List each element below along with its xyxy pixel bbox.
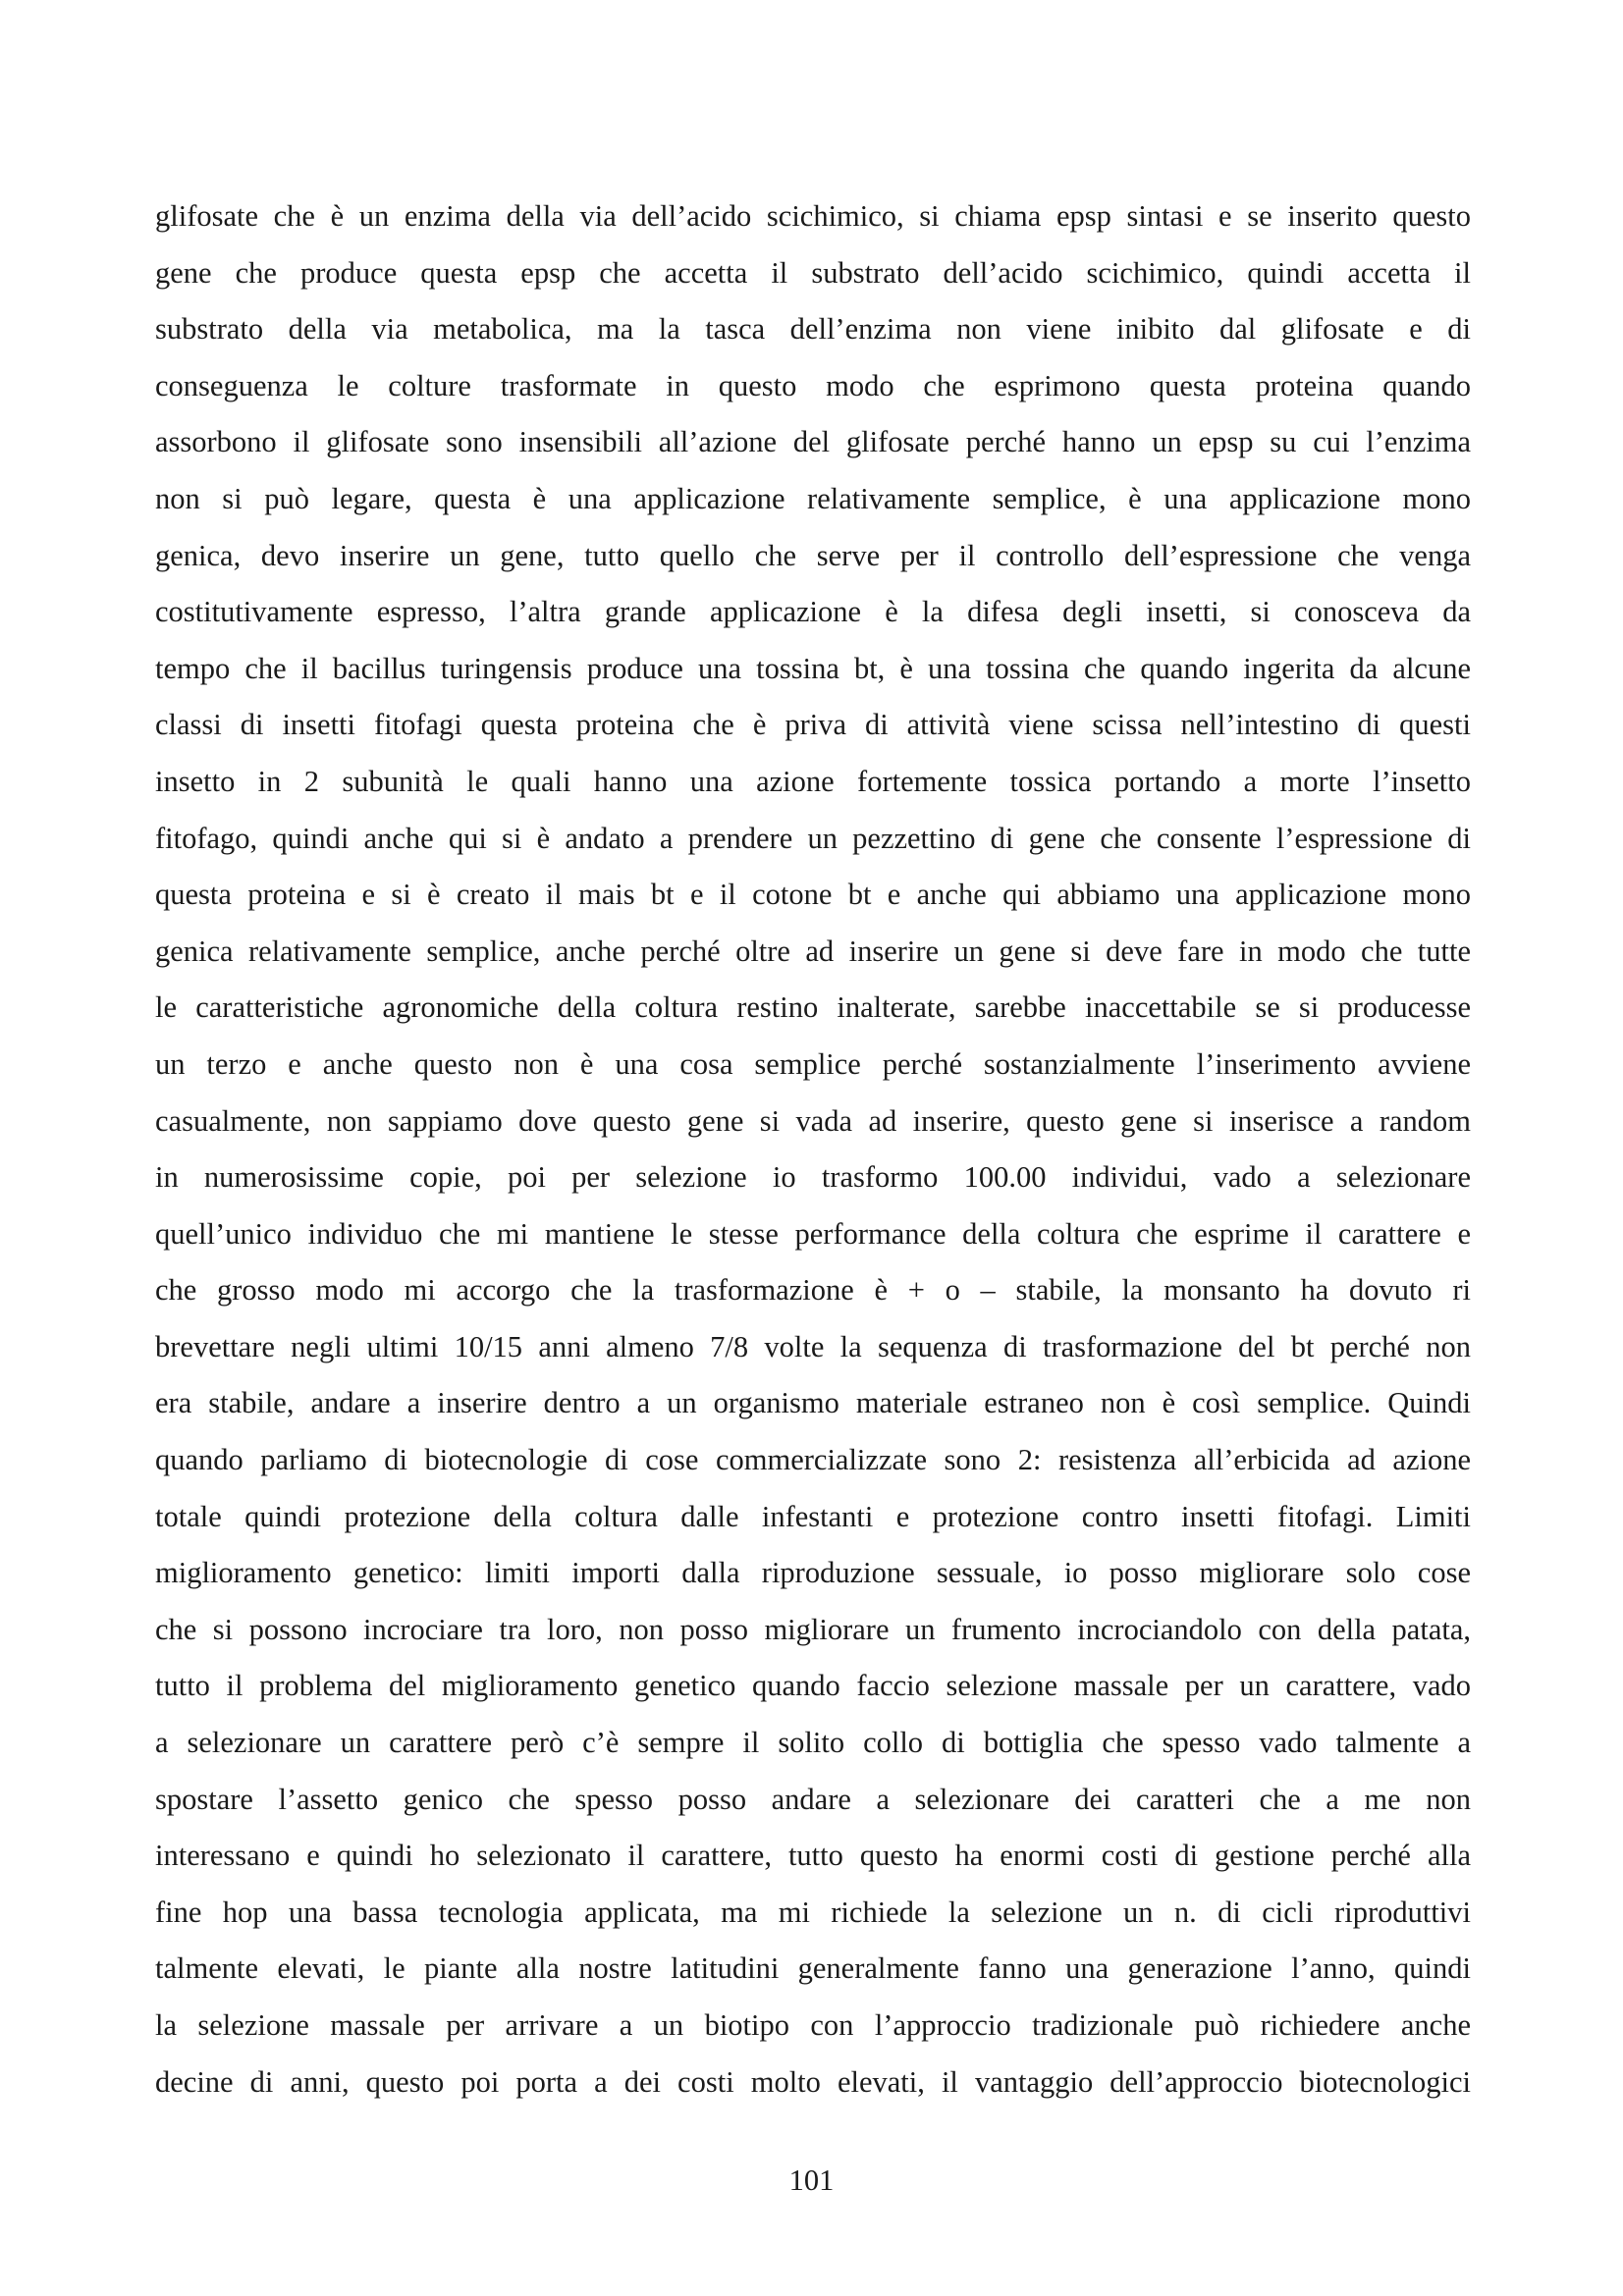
text-line: casualmente, non sappiamo dove questo gene si vada ad inserire, questo gene si inserisce a random [155,1103,1471,1138]
text-line: glifosate che è un enzima della via dell’acido scichimico, si chiama epsp sintasi e se inserito questo [155,199,1471,233]
text-line: questa proteina e si è creato il mais bt e il cotone bt e anche qui abbiamo una applicazione mono [155,878,1471,912]
text-line: miglioramento genetico: limiti importi dalla riproduzione sessuale, io posso migliorare solo cose [155,1556,1471,1590]
text-line: classi di insetti fitofagi questa proteina che è priva di attività viene scissa nell’intestino di questi [155,708,1471,742]
text-line: che grosso modo mi accorgo che la trasformazione è + o – stabile, la monsanto ha dovuto ri [155,1273,1471,1308]
text-line: costitutivamente espresso, l’altra grande applicazione è la difesa degli insetti, si conosceva da [155,595,1471,629]
text-line: interessano e quindi ho selezionato il carattere, tutto questo ha enormi costi di gestione perché alla [155,1839,1471,1873]
text-line: era stabile, andare a inserire dentro a un organismo materiale estraneo non è così semplice. Quindi [155,1386,1471,1420]
text-line: genica, devo inserire un gene, tutto quello che serve per il controllo dell’espressione che venga [155,538,1471,572]
text-line: quell’unico individuo che mi mantiene le stesse performance della coltura che esprime il carattere e [155,1216,1471,1251]
text-line: talmente elevati, le piante alla nostre latitudini generalmente fanno una generazione l’anno, quindi [155,1951,1471,1986]
page-number: 101 [788,2163,835,2197]
text-line: che si possono incrociare tra loro, non posso migliorare un frumento incrociandolo con della patata, [155,1612,1471,1646]
text-line: spostare l’assetto genico che spesso posso andare a selezionare dei caratteri che a me non [155,1782,1471,1816]
text-line: fine hop una bassa tecnologia applicata, ma mi richiede la selezione un n. di cicli riproduttivi [155,1895,1471,1929]
body-text [155,188,1471,2110]
text-line: gene che produce questa epsp che accetta il substrato dell’acido scichimico, quindi accetta il [155,255,1471,290]
text-line: la selezione massale per arrivare a un biotipo con l’approccio tradizionale può richiedere anche [155,2008,1471,2042]
text-line: genica relativamente semplice, anche perché oltre ad inserire un gene si deve fare in modo che tutte [155,934,1471,968]
text-line: non si può legare, questa è una applicazione relativamente semplice, è una applicazione mono [155,481,1471,515]
text-line: insetto in 2 subunità le quali hanno una azione fortemente tossica portando a morte l’insetto [155,764,1471,798]
text-line: a selezionare un carattere però c’è sempre il solito collo di bottiglia che spesso vado talmente a [155,1726,1471,1760]
text-line: fitofago, quindi anche qui si è andato a prendere un pezzettino di gene che consente l’espressione di [155,821,1471,855]
text-line: in numerosissime copie, poi per selezione io trasformo 100.00 individui, vado a selezionare [155,1160,1471,1195]
text-line: quando parliamo di biotecnologie di cose commercializzate sono 2: resistenza all’erbicida ad azione [155,1443,1471,1477]
text-line: totale quindi protezione della coltura dalle infestanti e protezione contro insetti fitofagi. Limiti [155,1499,1471,1533]
text-line: tutto il problema del miglioramento genetico quando faccio selezione massale per un carattere, vado [155,1669,1471,1703]
text-line: decine di anni, questo poi porta a dei costi molto elevati, il vantaggio dell’approccio biotecnologici [155,2064,1471,2099]
text-line: le caratteristiche agronomiche della coltura restino inalterate, sarebbe inaccettabile se si producesse [155,990,1471,1025]
text-line: assorbono il glifosate sono insensibili all’azione del glifosate perché hanno un epsp su cui l’enzima [155,425,1471,459]
text-line: conseguenza le colture trasformate in questo modo che esprimono questa proteina quando [155,368,1471,402]
text-line: un terzo e anche questo non è una cosa semplice perché sostanzialmente l’inserimento avviene [155,1046,1471,1081]
text-line: substrato della via metabolica, ma la tasca dell’enzima non viene inibito dal glifosate e di [155,312,1471,347]
text-line: tempo che il bacillus turingensis produce una tossina bt, è una tossina che quando ingerita da alcune [155,651,1471,685]
text-line: brevettare negli ultimi 10/15 anni almeno 7/8 volte la sequenza di trasformazione del bt perché non [155,1329,1471,1363]
